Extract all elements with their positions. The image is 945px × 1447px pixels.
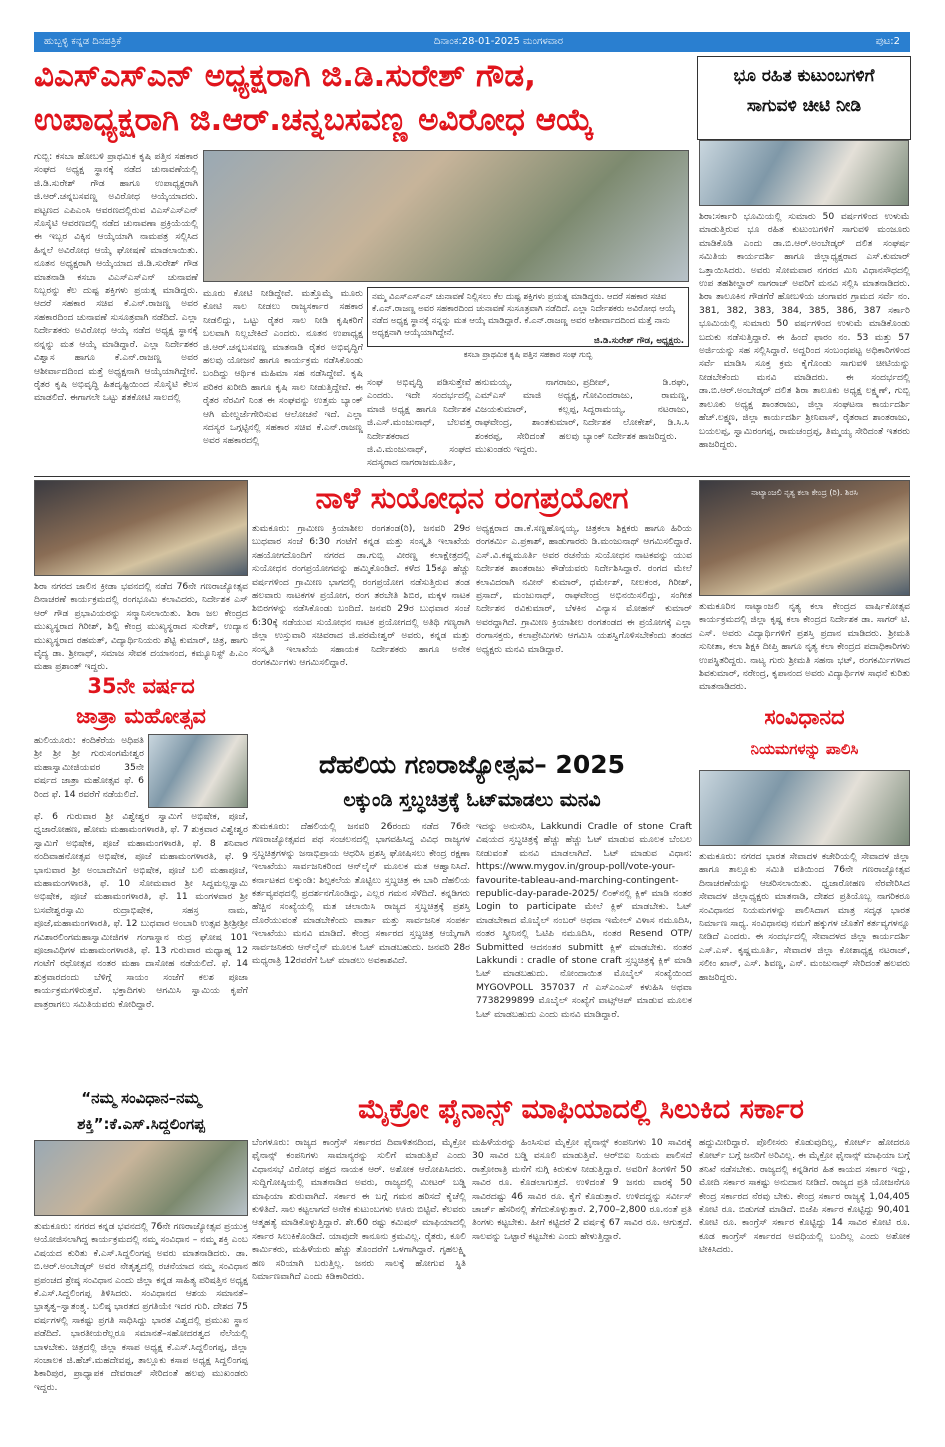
samvidhana-right-photo (699, 770, 910, 846)
delhi-headline-line2: ಲಕ್ಕುಂಡಿ ಸ್ತಬ್ಧಚಿತ್ರಕ್ಕೆ ಓಟ್‌ಮಾಡಲು ಮನವಿ (343, 789, 601, 811)
micro-body-col3: ಹದ್ದುಮೀರಿದ್ದಾರೆ. ಪೊಲೀಸರು ಕೊಡುವುದಿಲ್ಲ, ಕೋರ್ಟ್ ಹೋದರೂ ಕೋರ್ಟ್ ಬಗ್ಗೆ ಜನರಿಗೆ ಅರಿವಿಲ್ಲ. ಈ ಮೈಕ್ರೋ ಫೈನಾನ್ಸ್ ಮಾಫಿಯಾ ಬಗ್ಗೆ ತನಿಖೆ ನಡೆಸಬೇಕು. ರಾಜ್ಯದಲ್ಲಿ ಕನ್ನಡಿಗರ ಹಿತ ಕಾಯದ ಸರ್ಕಾರ ಇದ್ದು, ಮೋದಿ ಸರ್ಕಾರ ಸಾಕಷ್ಟು ಅನುದಾನ ನೀಡಿದೆ. ರಾಜ್ಯದ ಪ್ರತಿ ಯೋಜನೆಗೂ ಕೇಂದ್ರ ಸರ್ಕಾರದ ನೆರವು ಬೇಕು. ಕೇಂದ್ರ ಸರ್ಕಾರ ರಾಜ್ಯಕ್ಕೆ 1,04,405 ಕೋಟಿ ರೂ. ಬಿಡುಗಡೆ ಮಾಡಿದೆ. ಬಿಜೆಪಿ ಸರ್ಕಾರ ಕೊಟ್ಟಿದ್ದು 90,401 ಕೋಟಿ ರೂ. ಕಾಂಗ್ರೆಸ್ ಸರ್ಕಾರ ಕೊಟ್ಟಿದ್ದು 14 ಸಾವಿರ ಕೋಟಿ ರೂ. ಕೂಡ ಕಾಂಗ್ರೆಸ್ ಸರ್ಕಾರದ ಅವಧಿಯಲ್ಲಿ ಬಂದಿಲ್ಲ ಎಂದು ಅಶೋಕ ಟೀಕಿಸಿದರು. (699, 1137, 910, 1256)
lead-quote-box (367, 287, 689, 347)
left-mid-photo (34, 480, 248, 576)
lead-headline-line2: ಉಪಾಧ್ಯಕ್ಷರಾಗಿ ಜಿ.ಆರ್.ಚನ್ನಬಸವಣ್ಣ ಅವಿರೋಧ ಆಯ್ಕೆ (34, 102, 594, 138)
nale-headline: ನಾಳೆ ಸುಯೋಧನ ರಂಗಪ್ರಯೋಗ (315, 481, 629, 516)
samvidhana-right-headline-line1: ಸಂವಿಧಾನದ (764, 705, 845, 729)
issue-date: ದಿನಾಂಕ:28-01-2025 ಮಂಗಳವಾರ (433, 36, 564, 47)
jatra-headline-line1: 35ನೇ ವರ್ಷದ (87, 674, 195, 698)
lead-body-col3: ಸಂಘ ಅಭಿವೃದ್ಧಿ ಪಡಿಸುತ್ತೇವೆ ಎಂದರು. ಇದೇ ಸಂದರ್ಭದಲ್ಲಿ ಮಾಜಿ ಅಧ್ಯಕ್ಷ ಹಾಗೂ ನಿರ್ದೇಶಕ ಜಿ.ಎಸ್.ಮಂಜುನಾಥ್, ಬೆಲವತ್ತ ನಿರ್ದೇಶಕರಾದ ಜಿ.ವಿ.ಮಂಜುನಾಥ್, ಸಂಘದ ಸದಸ್ಯರಾದ ನಾಗರಾಜಮೂರ್ತಿ, (367, 377, 471, 469)
micro-headline: ಮೈಕ್ರೋ ಫೈನಾನ್ಸ್ ಮಾಫಿಯಾದಲ್ಲಿ ಸಿಲುಕಿದ ಸರ್ಕಾರ (358, 1094, 804, 1125)
paper-name: ಹುಬ್ಬಳ್ಳಿ ಕನ್ನಡ ದಿನಪತ್ರಿಕೆ (44, 36, 122, 47)
micro-body-col1: ಬೆಂಗಳೂರು: ರಾಜ್ಯದ ಕಾಂಗ್ರೆಸ್ ಸರ್ಕಾರದ ದಿವಾಳಿತನದಿಂದ, ಮೈಕ್ರೋ ಫೈನಾನ್ಸ್ ಕಂಪನಿಗಳು ಸಾಮಾನ್ಯರನ್ನು ಸುಲಿಗೆ ಮಾಡುತ್ತಿವೆ ಎಂದು ವಿಧಾನಸಭೆ ವಿರೋಧ ಪಕ್ಷದ ನಾಯಕ ಆರ್. ಅಶೋಕ ಆರೋಪಿಸಿದರು. ಸುದ್ದಿಗೋಷ್ಠಿಯಲ್ಲಿ ಮಾತನಾಡಿದ ಅವರು, ರಾಜ್ಯದಲ್ಲಿ ಮೀಟರ್ ಬಡ್ಡಿ ಮಾಫಿಯಾ ಶುರುವಾಗಿದೆ. ಸರ್ಕಾರ ಈ ಬಗ್ಗೆ ಗಮನ ಹರಿಸದೆ ಕೈಚೆಲ್ಲಿ ಕುಳಿತಿದೆ. ಸಾಲ ಕಟ್ಟಲಾಗದೆ ಅನೇಕ ಕುಟುಂಬಗಳು ಊರು ಬಿಟ್ಟಿವೆ. ಕೆಲವರು ಆತ್ಮಹತ್ಯೆ ಮಾಡಿಕೊಳ್ಳುತ್ತಿದ್ದಾರೆ. ಶೇ.60 ರಷ್ಟು ಕಮಿಷನ್ ಮಾಫಿಯಾದಲ್ಲಿ ಸರ್ಕಾರ ಸಿಲುಕಿಕೊಂಡಿದೆ. ಯಾವುದೇ ಕಾನೂನು ಕ್ರಮವಿಲ್ಲ. ರೈತರು, ಕೂಲಿ ಕಾರ್ಮಿಕರು, ಮಹಿಳೆಯರು ಹೆಚ್ಚು ತೊಂದರೆಗೆ ಒಳಗಾಗಿದ್ದಾರೆ. ಗೃಹಲಕ್ಷ್ಮಿ ಹಣ ಸರಿಯಾಗಿ ಬರುತ್ತಿಲ್ಲ. ಜನರು ಸಾಲಕ್ಕೆ ಹೋಗುವ ಸ್ಥಿತಿ ನಿರ್ಮಾಣವಾಗಿದೆ ಎಂದು ಕಿಡಿಕಾರಿದರು. (252, 1137, 466, 1283)
delhi-body-col2: ಇದನ್ನು ಅನುಸರಿಸಿ, Lakkundi Cradle of stone Craft ವಿಷಯದ ಸ್ತಬ್ಧಚಿತ್ರಕ್ಕೆ ಹೆಚ್ಚು ಹೆಚ್ಚು ಓಟ್ ಮಾಡುವ ಮೂಲಕ ಬೆಂಬಲ ನೀಡುವಂತೆ ಮನವಿ ಮಾಡಲಾಗಿದೆ. ಓಟ್ ಮಾಡುವ ವಿಧಾನ: https://www.mygov.in/group-poll/vote-your-favourite-tableau-and-marching-contingent-republic-day-parade-2025/ ಲಿಂಕ್‌ನಲ್ಲಿ ಕ್ಲಿಕ್ ಮಾಡಿ ನಂತರ Login to participate ಮೇಲೆ ಕ್ಲಿಕ್ ಮಾಡಬೇಕು. ಓಟ್ ಮಾಡಬೇಕಾದ ಮೊಬೈಲ್ ನಂಬರ್ ಅಥವಾ ಇಮೇಲ್ ವಿಳಾಸ ನಮೂದಿಸಿ, ನಂತರ ಸ್ಕ್ರೀನಿನಲ್ಲಿ ಓಟಿಪಿ ನಮೂದಿಸಿ, ನಂತರ Resend OTP/ Submitted ಆದನಂತರ submitt ಕ್ಲಿಕ್ ಮಾಡಬೇಕು. ನಂತರ Lakkundi : cradle of stone craft ಸ್ತಬ್ಧಚಿತ್ರಕ್ಕೆ ಕ್ಲಿಕ್ ಮಾಡಿ ಓಟ್ ಮಾಡಬಹುದು. ನೋಂದಾಯಿತ ಮೊಬೈಲ್ ಸಂಖ್ಯೆಯಿಂದ MYGOVPOLL 357037 ಗೆ ಎಸ್‌ಎಂಎಸ್ ಕಳುಹಿಸಿ ಅಥವಾ 7738299899 ಮೊಬೈಲ್ ಸಂಖ್ಯೆಗೆ ವಾಟ್ಸ್‌ಆಪ್ ಮಾಡುವ ಮೂಲಕ ಓಟ್ ಮಾಡಬಹುದು ಎಂದು ಮನವಿ ಮಾಡಿದ್ದಾರೆ. (476, 821, 692, 1020)
jatra-headline-line2: ಜಾತ್ರಾ ಮಹೋತ್ಸವ (76, 704, 206, 728)
right-top-headline-box (697, 56, 911, 140)
lead-quote-org: ಕಸಬಾ ಪ್ರಾಥಮಿಕ ಕೃಷಿ ಪತ್ತಿನ ಸಹಕಾರ ಸಂಘ ಗುಬ್ಬಿ (463, 350, 593, 359)
page-number: ಪುಟ:2 (875, 36, 900, 47)
divider (34, 476, 910, 477)
jatra-swamiji-photo (148, 734, 248, 808)
left-mid-caption: ಶಿರಾ ನಗರದ ಜಾಲಿನ ಕ್ರೀಡಾ ಭವನದಲ್ಲಿ ನಡೆದ 76ನೇ ಗಣರಾಜ್ಯೋತ್ಸವ ದಿನಾಚರಣೆ ಕಾರ್ಯಕ್ರಮದಲ್ಲಿ ರಂಗಭೂಮಿ ಕಲಾವಿದರು, ನಿರ್ದೇಶಕ ಎಸ್ ಆರ್ ಗೌಡ ಪ್ರಭಾವಿಯರನ್ನು ಸನ್ಮಾನಿಸಲಾಯಿತು. ಶಿರಾ ಜಲ ಕೇಂದ್ರದ ಮುಖ್ಯಸ್ಥರಾದ ಗಿರೀಶ್, ಶಿಲ್ಪಿ ಕೇಂದ್ರ ಮುಖ್ಯಸ್ಥರಾದ ಸುರೇಶ್, ಉದ್ಯಾನ ಮುಖ್ಯಸ್ಥರಾದ ರಹಮತ್, ವಿದ್ಯಾರ್ಥಿನಿಯರು ಶೆಟ್ಟಿ ಕುಮಾರ್, ಚಿತ್ರ, ಹಾಗು ವೈದ್ಯ ಡಾ. ಶ್ರೀನಾಥ್, ಸಮಾಜ ಸೇವಕ ದಯಾನಂದ, ಕಮ್ಯೂನಿಸ್ಟ್ ಪಿ.ಎಂ ಮಹಾ ಪ್ರಶಾಂತ್ ಇದ್ದರು. (34, 581, 248, 673)
right-top-photo (699, 140, 909, 206)
lead-headline-line1: ವಿಎಸ್ಎಸ್ಎನ್ ಅಧ್ಯಕ್ಷರಾಗಿ ಜಿ.ಡಿ.ಸುರೇಶ್ ಗೌಡ, (34, 58, 536, 94)
samvidhana-headline-line1: “ನಮ್ಮ ಸಂವಿಧಾನ–ನಮ್ಮ (81, 1089, 201, 1107)
right-top-body: ಶಿರಾ:ಸರ್ಕಾರಿ ಭೂಮಿಯಲ್ಲಿ ಸುಮಾರು 50 ವರ್ಷಗಳಿಂದ ಉಳುಮೆ ಮಾಡುತ್ತಿರುವ ಭೂ ರಹಿತ ಕುಟುಂಬಗಳಿಗೆ ಸಾಗುವಳಿ ಮಂಜೂರು ಮಾಡಿಕೊಡಿ ಎಂದು ಡಾ.ಬಿ.ಆರ್.ಅಂಬೇಡ್ಕರ್ ದಲಿತ ಸಂಘರ್ಷ ಸಮಿತಿಯ ಕಾರ್ಯದರ್ಶಿ ಹಾಗೂ ಜಿಲ್ಲಾಧ್ಯಕ್ಷರಾದ ಎಸ್.ಕುಮಾರ್ ಒತ್ತಾಯಿಸಿದರು. ಅವರು ಸೋಮವಾರ ನಗರದ ಮಿನಿ ವಿಧಾನಸೌಧದಲ್ಲಿ ಉಪ ತಹಶೀಲ್ದಾರ್ ನಾಗರಾಜ್ ಅವರಿಗೆ ಮನವಿ ಸಲ್ಲಿಸಿ ಮಾತನಾಡಿದರು. ಶಿರಾ ತಾಲೂಕಿನ ಗೌಡಗೆರೆ ಹೋಬಳಿಯ ಚಂಗಾವರ ಗ್ರಾಮದ ಸರ್ವೆ ನಂ. 381, 382, 383, 384, 385, 386, 387 ಸರ್ಕಾರಿ ಭೂಮಿಯಲ್ಲಿ ಸುಮಾರು 50 ವರ್ಷಗಳಿಂದ ಉಳುಮೆ ಮಾಡಿಕೊಂಡು ಬದುಕು ನಡೆಸುತ್ತಿದ್ದಾರೆ. ಈ ಹಿಂದೆ ಫಾರಂ ನಂ. 53 ಮತ್ತು 57 ಅರ್ಜಿಯನ್ನು ಸಹ ಸಲ್ಲಿಸಿದ್ದಾರೆ. ಅದ್ದರಿಂದ ಸಂಬಂಧಪಟ್ಟ ಅಧಿಕಾರಿಗಳಿಂದ ಸರ್ವೆ ಮಾಡಿಸಿ ಸೂಕ್ತ ಕ್ರಮ ಕೈಗೊಂಡು ಸಾಗುವಳಿ ಚೀಟಿಯನ್ನು ನೀಡಬೇಕೆಂದು ಮನವಿ ಮಾಡಿದರು. ಈ ಸಂದರ್ಭದಲ್ಲಿ ಡಾ.ಬಿ.ಆರ್.ಅಂಬೇಡ್ಕರ್ ದಲಿತ ಶಿರಾ ತಾಲೂಕು ಅಧ್ಯಕ್ಷ ಲಕ್ಷ್ಮಣ್, ಗುಬ್ಬಿ ತಾಲೂಕು ಅಧ್ಯಕ್ಷ ಶಾಂತರಾಜು, ಜಿಲ್ಲಾ ಸಂಘಟನಾ ಕಾರ್ಯದರ್ಶಿ ಹೆಚ್.ಲಕ್ಷ್ಮಣ, ಜಿಲ್ಲಾ ಕಾರ್ಯದರ್ಶಿ ಶ್ರೀನಿವಾಸ್, ರೈತರಾದ ಶಾಂತರಾಜು, ಬಯಲಪ್ಪ, ಸ್ವಾಮಿರಂಗಪ್ಪ, ರಾಮಚಂದ್ರಪ್ಪ, ತಿಮ್ಮಯ್ಯ ಸೇರಿದಂತೆ ಇತರರು ಹಾಜರಿದ್ದರು. (699, 211, 910, 450)
lead-quote-sign: ಜಿ.ಡಿ.ಸುರೇಶ್ ಗೌಡ, ಅಧ್ಯಕ್ಷರು. (593, 336, 684, 346)
jatra-body: ಫೆ. 6 ಗುರುವಾರ ಶ್ರೀ ವಿಶ್ವೇಶ್ವರ ಸ್ವಾಮಿಗೆ ಅಭಿಷೇಕ, ಪೂಜೆ, ಧ್ವಜಾರೋಹಣ, ಹೋಮ ಮಹಾಮಂಗಳಾರತಿ, ಫೆ. 7 ಶುಕ್ರವಾರ ವಿಶ್ವೇಶ್ವರ ಸ್ವಾಮಿಗೆ ಅಭಿಷೇಕ, ಪೂಜೆ ಮಹಾಮಂಗಳಾರತಿ, ಫೆ. 8 ಶನಿವಾರ ನಂದಿವಾಹನೋತ್ಸವ ಅಭಿಷೇಕ, ಪೂಜೆ ಮಹಾಮಂಗಳಾರತಿ, ಫೆ. 9 ಭಾನುವಾರ ಶ್ರೀ ಅಂಬಾದೇವಿಗೆ ಅಭಿಷೇಕ, ಪೂಜೆ ಬಲಿ ಮಹಾಪೂಜೆ, ಮಹಾಮಂಗಳಾರತಿ, ಫೆ. 10 ಸೋಮವಾರ ಶ್ರೀ ಸಿದ್ದಮಲ್ಲಸ್ವಾಮಿ ಅಭಿಷೇಕ, ಪೂಜೆ ಮಹಾಮಂಗಳಾರತಿ, ಫೆ. 11 ಮಂಗಳವಾರ ಶ್ರೀ ಬಸವೇಶ್ವರಸ್ವಾಮಿ ರುದ್ರಾಭಿಷೇಕ, ಸಹಸ್ರ ನಾಮ, ಪೂಜೆ,ಮಹಾಮಂಗಳಾರತಿ, ಫೆ. 12 ಬುಧವಾರ ಅಂಬಾರಿ ಉತ್ಸವ ಶ್ರೀಶ್ರೀಶ್ರೀ ಗವಿಶಾರಲಿಂಗಮಹಾಸ್ವಾಮೀಜಿಗಳ ಗಂಗಾಸ್ನಾನ ರುದ್ರ ಘೋಷ 101 ಪೂಜಾವಿಧಿಗಳ ಮಹಾಮಂಗಳಾರತಿ, ಫೆ. 13 ಗುರುವಾರ ಮಧ್ಯಾಹ್ನ 12 ಗಂಟೆಗೆ ರಥೋತ್ಸವ ನಂತರ ಮಹಾ ದಾಸೋಹ ನಡೆಯಲಿದೆ. ಫೆ. 14 ಶುಕ್ರವಾರದಂದು ಬೆಳಿಗ್ಗೆ ಸಾಯಂ ಸಂಜೆಗೆ ಕಲಶ ಪೂಜಾ ಕಾರ್ಯಕ್ರಮಗಳಿರುತ್ತವೆ. ಭಕ್ತಾದಿಗಳು ಆಗಮಿಸಿ ಸ್ವಾಮಿಯ ಕೃಪೆಗೆ ಪಾತ್ರರಾಗಲು ಸಮಿತಿಯವರು ಕೋರಿದ್ದಾರೆ. (34, 811, 248, 1010)
lead-body-col5: ಪ್ರದೀಪ್, ಡಿ.ರಘು, ಗೋವಿಂದರಾಜು, ರಾಮಣ್ಣ, ಸಿದ್ದರಾಮಯ್ಯ, ನಟರಾಜು, ನಿರ್ದೇಶಕ ಲೋಕೇಶ್, ಡಿ.ಸಿ.ಸಿ ಬ್ಯಾಂಕ್ ನಿರ್ದೇಶಕ ಹಾಜರಿದ್ದರು. (583, 377, 689, 442)
right-top-headline-line1: ಭೂ ರಹಿತ ಕುಟುಂಬಗಳಿಗೆ (733, 66, 875, 86)
micro-body-col2: ಮಹಿಳೆಯರನ್ನು ಹಿಂಸಿಸುವ ಮೈಕ್ರೋ ಫೈನಾನ್ಸ್ ಕಂಪನಿಗಳು 10 ಸಾವಿರಕ್ಕೆ 30 ಸಾವಿರ ಬಡ್ಡಿ ವಸೂಲಿ ಮಾಡುತ್ತಿವೆ. ಆರ್‌ಬಿಐ ನಿಯಮ ಪಾಲಿಸದೆ ರಾತ್ರೋರಾತ್ರಿ ಮನೆಗೆ ನುಗ್ಗಿ ಕಿರುಕುಳ ನೀಡುತ್ತಿದ್ದಾರೆ. ಅವರಿಗೆ ತಿಂಗಳಿಗೆ 50 ಸಾವಿರ ರೂ. ಕೊಡಲಾಗುತ್ತದೆ. ಉಳಿದಂತೆ 9 ಜನರು ವಾರಕ್ಕೆ 50 ಸಾವಿರದಷ್ಟು 46 ಸಾವಿರ ರೂ. ಕೈಗೆ ಕೊಡುತ್ತಾರೆ. ಉಳಿದದ್ದನ್ನು ಸರ್ವೀಸ್ ಚಾರ್ಜ್ ಹೆಸರಿನಲ್ಲಿ ತೆಗೆದುಕೊಳ್ಳುತ್ತಾರೆ. 2,700–2,800 ರೂ.ನಂತೆ ಪ್ರತಿ ತಿಂಗಳು ಕಟ್ಟಬೇಕು. ಹೀಗೆ ಕಟ್ಟಿದರೆ 2 ವರ್ಷಕ್ಕೆ 67 ಸಾವಿರ ರೂ. ಆಗುತ್ತದೆ. ಸಾಲವನ್ನು ಒಟ್ಟಾರೆ ಕಟ್ಟಬೇಕು ಎಂದು ಹೇಳುತ್ತಿದ್ದಾರೆ. (472, 1137, 692, 1242)
lead-quote-text: ನಮ್ಮ ವಿಎಸ್ಎಸ್ಎನ್ ಚುನಾವಣೆ ನಿಲ್ಲಿಸಲು ಕೆಲ ದುಷ್ಟ ಶಕ್ತಿಗಳು ಪ್ರಯತ್ನ ಮಾಡಿದ್ದರು. ಆದರೆ ಸಹಕಾರ ಸಚಿವ ಕೆ.ಎನ್.ರಾಜಣ್ಣ ಅವರ ಸಹಕಾರದಿಂದ ಚುನಾವಣೆ ಸುಸೂತ್ರವಾಗಿ ನಡೆದಿದೆ. ಎಲ್ಲಾ ನಿರ್ದೇಶಕರು ಅವಿರೋಧ ಆಯ್ಕೆ ನಡೆದ ಅಧ್ಯಕ್ಷ ಸ್ಥಾನಕ್ಕೆ ನನ್ನನ್ನು ಮತ ಆಯ್ಕೆ ಮಾಡಿದ್ದಾರೆ. ಕೆ.ಎನ್.ರಾಜಣ್ಣ ಅವರ ಆಶೀರ್ವಾದದಿಂದ ಮತ್ತೆ ನಾನು ಅಧ್ಯಕ್ಷನಾಗಿ ಆಯ್ಕೆಯಾಗಿದ್ದೇನೆ. (372, 292, 676, 338)
nale-body-col1: ತುಮಕೂರು: ಗ್ರಾಮೀಣ ಕ್ರಿಯಾಶೀಲ ರಂಗತಂಡ(ರಿ), ಜನವರಿ 29ರ ಬುಧವಾರ ಸಂಜೆ 6:30 ಗಂಟೆಗೆ ಕನ್ನಡ ಮತ್ತು ಸಂಸ್ಕೃತಿ ಇಲಾಖೆಯ ಸಹಯೋಗದೊಂದಿಗೆ ನಗರದ ಡಾ.ಗುಬ್ಬಿ ವೀರಣ್ಣ ಕಲಾಕ್ಷೇತ್ರದಲ್ಲಿ ಸುಯೋಧನ ರಂಗಪ್ರಯೋಗವನ್ನು ಹಮ್ಮಿಕೊಂಡಿದೆ. ಕಳೆದ 15ಕ್ಕೂ ಹೆಚ್ಚು ವರ್ಷಗಳಿಂದ ಗ್ರಾಮೀಣ ಭಾಗದಲ್ಲಿ ರಂಗಪ್ರಯೋಗ ನಡೆಸುತ್ತಿರುವ ತಂಡ ಹಲವಾರು ನಾಟಕಗಳ ಪ್ರಯೋಗ, ರಂಗ ತರಬೇತಿ ಶಿಬಿರ, ಮಕ್ಕಳ ನಾಟಕ ಶಿಬಿರಗಳನ್ನು ನಡೆಸಿಕೊಂಡು ಬಂದಿದೆ. ಜನವರಿ 29ರ ಬುಧವಾರ ಸಂಜೆ 6:30ಕ್ಕೆ ನಡೆಯುವ ಸುಯೋಧನ ನಾಟಕ ಪ್ರಯೋಗದಲ್ಲಿ ಅತಿಥಿ ಗಣ್ಯರಾಗಿ ಜಿಲ್ಲಾ ಉಸ್ತುವಾರಿ ಸಚಿವರಾದ ಜಿ.ಪರಮೇಶ್ವರ್ ಅವರು, ಕನ್ನಡ ಮತ್ತು ಸಂಸ್ಕೃತಿ ಇಲಾಖೆಯ ಸಹಾಯಕ ನಿರ್ದೇಶಕರು ಹಾಗೂ ಅನೇಕ ರಂಗಕರ್ಮಿಗಳು ಆಗಮಿಸಲಿದ್ದಾರೆ. (252, 523, 470, 669)
samvidhana-headline-line2: ಶಕ್ತಿ”:ಕೆ.ಎಸ್.ಸಿದ್ದಲಿಂಗಪ್ಪ (77, 1115, 205, 1133)
delhi-body-col1: ತುಮಕೂರು: ದೆಹಲಿಯಲ್ಲಿ ಜನವರಿ 26ರಂದು ನಡೆದ 76ನೇ ಗಣರಾಜ್ಯೋತ್ಸವದ ಪಥ ಸಂಚಲನದಲ್ಲಿ ಭಾಗವಹಿಸಿದ್ದ ವಿವಿಧ ರಾಜ್ಯಗಳ ಸ್ತಬ್ಧಚಿತ್ರಗಳನ್ನು ಜನಾಭಿಪ್ರಾಯ ಆಧರಿಸಿ ಪ್ರಶಸ್ತಿ ಘೋಷಿಸಲು ಕೇಂದ್ರ ರಕ್ಷಣಾ ಇಲಾಖೆಯು ಸಾರ್ವಜನಿಕರಿಂದ ಆನ್‌ಲೈನ್ ಮೂಲಕ ಮತ ಆಹ್ವಾನಿಸಿದೆ. ಕರ್ನಾಟಕದ ಲಕ್ಕುಂಡಿ: ಶಿಲ್ಪಕಲೆಯ ತೊಟ್ಟಿಲು ಸ್ತಬ್ಧಚಿತ್ರ ಈ ಬಾರಿ ದೆಹಲಿಯ ಕರ್ತವ್ಯಪಥದಲ್ಲಿ ಪ್ರದರ್ಶನಗೊಂಡಿದ್ದು, ಎಲ್ಲರ ಗಮನ ಸೆಳೆದಿದೆ. ಕನ್ನಡಿಗರು ಹೆಚ್ಚಿನ ಸಂಖ್ಯೆಯಲ್ಲಿ ಮತ ಚಲಾಯಿಸಿ ರಾಜ್ಯದ ಸ್ತಬ್ಧಚಿತ್ರಕ್ಕೆ ಪ್ರಶಸ್ತಿ ದೊರೆಯುವಂತೆ ಮಾಡಬೇಕೆಂದು ವಾರ್ತಾ ಮತ್ತು ಸಾರ್ವಜನಿಕ ಸಂಪರ್ಕ ಇಲಾಖೆಯು ಮನವಿ ಮಾಡಿದೆ. ಕೇಂದ್ರ ಸರ್ಕಾರದ ಸ್ತಬ್ಧಚಿತ್ರ ಆಯ್ಕೆಗಾಗಿ ಸಾರ್ವಜನಿಕರು ಆನ್‌ಲೈನ್ ಮೂಲಕ ಓಟ್ ಮಾಡಬಹುದು. ಜನವರಿ 28ರ ಮಧ್ಯರಾತ್ರಿ 12ರವರೆಗೆ ಓಟ್ ಮಾಡಲು ಅವಕಾಶವಿದೆ. (252, 821, 470, 967)
samvidhana-right-headline-line2: ನಿಯಮಗಳನ್ನು ಪಾಲಿಸಿ (750, 740, 859, 758)
right-mid-caption: ತುಮಕೂರಿನ ನಾಟ್ಯಾಂಜಲಿ ನೃತ್ಯ ಕಲಾ ಕೇಂದ್ರದ ವಾರ್ಷಿಕೋತ್ಸವ ಕಾರ್ಯಕ್ರಮದಲ್ಲಿ ಜಿಲ್ಲಾ ಕೃಷ್ಣ ಕಲಾ ಕೇಂದ್ರದ ನಿರ್ದೇಶಕ ಡಾ. ಸಾಗರ್ ಟಿ. ಎಸ್. ಅವರು ವಿದ್ಯಾರ್ಥಿಗಳಿಗೆ ಪ್ರಶಸ್ತಿ ಪ್ರದಾನ ಮಾಡಿದರು. ಶ್ರೀಮತಿ ಸುನೀತಾ, ಕಲಾ ಶಿಕ್ಷಕಿ ದೀಪ್ತಿ ಹಾಗೂ ನೃತ್ಯ ಕಲಾ ಕೇಂದ್ರದ ಪದಾಧಿಕಾರಿಗಳು ಉಪಸ್ಥಿತರಿದ್ದರು. ನಾಟ್ಯ ಗುರು ಶ್ರೀಮತಿ ಸಹನಾ ಭಟ್, ರಂಗಕರ್ಮಿಗಳಾದ ಶಿವಕುಮಾರ್, ನರೇಂದ್ರ, ಕೃಪಾನಂದ ಅವರು ವಿದ್ಯಾರ್ಥಿಗಳ ಸಾಧನೆ ಕುರಿತು ಮಾತನಾಡಿದರು. (699, 601, 910, 693)
lead-body-col4: ಹನುಮಯ್ಯ, ನಾಗರಾಜು, ಎಮ್‌ಎಸ್ ಮಾಜಿ ಅಧ್ಯಕ್ಷ, ವಿಜಯಕುಮಾರ್, ಕಲ್ಲಪ್ಪ, ರಾಘವೇಂದ್ರ, ಶಾಂತಕುಮಾರ್, ಶಂಕರಪ್ಪ, ಸೇರಿದಂತೆ ಹಲವು ಮುಖಂಡರು ಇದ್ದರು. (475, 377, 579, 456)
masthead-bar (34, 32, 910, 52)
right-top-headline-line2: ಸಾಗುವಳಿ ಚೀಟಿ ನೀಡಿ (746, 96, 862, 116)
right-mid-photo-banner: ನಾಟ್ಯಾಂಜಲಿ ನೃತ್ಯ ಕಲಾ ಕೇಂದ್ರ (ರಿ). ಶಿರಸಿ (751, 488, 858, 497)
nale-body-col2: ಅಧ್ಯಕ್ಷರಾದ ಡಾ.ಕೆ.ಸಣ್ಣಹೊನ್ನಯ್ಯ, ಚಿತ್ರಕಲಾ ಶಿಕ್ಷಕರು ಹಾಗೂ ಹಿರಿಯ ರಂಗಕರ್ಮಿ ಎ.ಪ್ರಕಾಶ್, ಹಾಡುಗಾರರು ಡಿ.ಮಂಜುನಾಥ್ ಆಗಮಿಸಲಿದ್ದಾರೆ. ಎಸ್.ವಿ.ಕಷ್ಣಮೂರ್ತಿ ಅವರ ರಚನೆಯ ಸುಯೋಧನ ನಾಟಕವನ್ನು ಯುವ ನಿರ್ದೇಶಕ ಶಾಂತರಾಜು ಕೌಡೆಯವರು ನಿರ್ದೇಶಿಸಿದ್ದಾರೆ. ರಂಗದ ಮೇಲೆ ಕಲಾವಿದರಾಗಿ ನವೀನ್ ಕುಮಾರ್, ಧರ್ಮೇಶ್, ನೀಲಕಂಠ, ಗಿರೀಶ್, ಪ್ರಸಾದ್, ಮಂಜುನಾಥ್, ರಾಘವೇಂದ್ರ ಅಭಿನಯಿಸಲಿದ್ದು, ಸಂಗೀತ ನಿರ್ದೇಶನ ರವಿಕುಮಾರ್, ಬೆಳಕಿನ ವಿನ್ಯಾಸ ಮೋಹನ್ ಕುಮಾರ್ ಅವರದ್ದಾಗಿದೆ. ಗ್ರಾಮೀಣ ಕ್ರಿಯಾಶೀಲ ರಂಗತಂಡದ ಈ ಪ್ರಯೋಗಕ್ಕೆ ಎಲ್ಲಾ ರಂಗಾಸಕ್ತರು, ಕಲಾಪ್ರೇಮಿಗಳು ಆಗಮಿಸಿ ಯಶಸ್ವಿಗೊಳಿಸಬೇಕೆಂದು ತಂಡದ ಅಧ್ಯಕ್ಷರು ಮನವಿ ಮಾಡಿದ್ದಾರೆ. (476, 523, 692, 655)
samvidhana-body: ತುಮಕೂರು: ನಗರದ ಕನ್ನಡ ಭವನದಲ್ಲಿ 76ನೇ ಗಣರಾಜ್ಯೋತ್ಸವ ಪ್ರಯುಕ್ತ ಆಯೋಜಿಸಲಾಗಿದ್ದ ಕಾರ್ಯಕ್ರಮದಲ್ಲಿ ನಮ್ಮ ಸಂವಿಧಾನ – ನಮ್ಮ ಶಕ್ತಿ ಎಂಬ ವಿಷಯದ ಕುರಿತು ಕೆ.ಎಸ್.ಸಿದ್ದಲಿಂಗಪ್ಪ ಅವರು ಮಾತನಾಡಿದರು. ಡಾ. ಬಿ.ಆರ್.ಅಂಬೇಡ್ಕರ್ ಅವರ ನೇತೃತ್ವದಲ್ಲಿ ರಚನೆಯಾದ ನಮ್ಮ ಸಂವಿಧಾನ ಪ್ರಪಂಚದ ಶ್ರೇಷ್ಠ ಸಂವಿಧಾನ ಎಂದು ಜಿಲ್ಲಾ ಕನ್ನಡ ಸಾಹಿತ್ಯ ಪರಿಷತ್ತಿನ ಅಧ್ಯಕ್ಷ ಕೆ.ಎಸ್.ಸಿದ್ದಲಿಂಗಪ್ಪ ತಿಳಿಸಿದರು. ಸಂವಿಧಾನದ ಆಶಯ ಸಮಾನತೆ–ಭ್ರಾತೃತ್ವ–ಸ್ವಾತಂತ್ರ್ಯ. ಬಲಿಷ್ಠ ಭಾರತದ ಪ್ರಗತಿಯೇ ಇದರ ಗುರಿ. ದೇಶದ 75 ವರ್ಷಗಳಲ್ಲಿ ಸಾಕಷ್ಟು ಪ್ರಗತಿ ಸಾಧಿಸಿದ್ದು ಭಾರತ ವಿಶ್ವದಲ್ಲಿ ಪ್ರಮುಖ ಸ್ಥಾನ ಪಡೆದಿದೆ. ಭಾರತೀಯರೆಲ್ಲರೂ ಸಮಾನತೆ–ಸಹೋದರತ್ವದ ನೆಲೆಯಲ್ಲಿ ಬಾಳಬೇಕು. ಚಿತ್ರದಲ್ಲಿ ಜಿಲ್ಲಾ ಕಸಾಪ ಅಧ್ಯಕ್ಷ ಕೆ.ಎಸ್.ಸಿದ್ದಲಿಂಗಪ್ಪ, ಜಿಲ್ಲಾ ಸಂಚಾಲಕ ಜಿ.ಹೆಚ್.ಮಹದೇವಪ್ಪ, ತಾಲ್ಲೂಕು ಕಸಾಪ ಅಧ್ಯಕ್ಷ ಸಿದ್ದಲಿಂಗಪ್ಪ ಶಿಕಾರಿಪುರ, ಪ್ರಾಧ್ಯಾಪಕ ದೇವರಾಜ್ ಸೇರಿದಂತೆ ಹಲವು ಮುಖಂಡರು ಇದ್ದರು. (34, 1221, 248, 1393)
lead-body-col2: ಮೂರು ಕೋಟಿ ನೀಡಿದ್ದೇವೆ. ಮತ್ತೊಮ್ಮೆ ಮೂರು ಕೋಟಿ ಸಾಲ ನೀಡಲು ರಾಜ್ಯಸರ್ಕಾರ ಸಹಕಾರ ನೀಡಲಿದ್ದು, ಒಟ್ಟು ರೈತರ ಸಾಲ ನೀಡಿ ಕೃಷಿಕರಿಗೆ ಬಲವಾಗಿ ನಿಲ್ಲಬೇಕಿದೆ ಎಂದರು. ನೂತನ ಉಪಾಧ್ಯಕ್ಷ ಜಿ.ಆರ್.ಚನ್ನಬಸವಣ್ಣ ಮಾತನಾಡಿ ರೈತರ ಅಭಿವೃದ್ಧಿಗೆ ಹಲವು ಯೋಜನೆ ಹಾಗೂ ಕಾರ್ಯಕ್ರಮ ನಡೆಸಿಕೊಂಡು ಬಂದಿದ್ದು ಆರ್ಥಿಕ ಮಹಿಮಾ ಸಹ ನಡೆಸಿದ್ದೇವೆ. ಕೃಷಿ ಪರಿಕರ ಖರೀದಿ ಹಾಗೂ ಕೃಷಿ ಸಾಲ ನೀಡುತ್ತಿದ್ದೇವೆ. ಈ ರೈತರ ನೆರವಿಗೆ ನಿಂತ ಈ ಸಂಘವನ್ನು ಉತ್ತಮ ಬ್ಯಾಂಕ್ ಆಗಿ ಮೇಲ್ದರ್ಜೆಗೇರಿಸುವ ಆಲೋಚನೆ ಇದೆ. ಎಲ್ಲಾ ಸದಸ್ಯರ ಒಗ್ಗಟ್ಟಿನಲ್ಲಿ ಸಹಕಾರ ಸಚಿವ ಕೆ.ಎನ್.ರಾಜಣ್ಣ ಅವರ ಸಹಕಾರದಲ್ಲಿ (203, 288, 363, 447)
samvidhana-photo (34, 1140, 248, 1216)
samvidhana-right-body: ತುಮಕೂರು: ನಗರದ ಭಾರತ ಸೇವಾದಳ ಕಚೇರಿಯಲ್ಲಿ ಸೇವಾದಳ ಜಿಲ್ಲಾ ಹಾಗೂ ತಾಲ್ಲೂಕು ಸಮಿತಿ ವತಿಯಿಂದ 76ನೇ ಗಣರಾಜ್ಯೋತ್ಸವ ದಿನಾಚರಣೆಯನ್ನು ಆಚರಿಸಲಾಯಿತು. ಧ್ವಜಾರೋಹಣ ನೆರವೇರಿಸಿದ ಸೇವಾದಳ ಜಿಲ್ಲಾಧ್ಯಕ್ಷರು ಮಾತನಾಡಿ, ದೇಶದ ಪ್ರತಿಯೊಬ್ಬ ನಾಗರಿಕರೂ ಸಂವಿಧಾನದ ನಿಯಮಗಳನ್ನು ಪಾಲಿಸಿದಾಗ ಮಾತ್ರ ಸದೃಢ ಭಾರತ ನಿರ್ಮಾಣ ಸಾಧ್ಯ. ಸಂವಿಧಾನವು ನಮಗೆ ಹಕ್ಕುಗಳ ಜೊತೆಗೆ ಕರ್ತವ್ಯಗಳನ್ನೂ ನೀಡಿದೆ ಎಂದರು. ಈ ಸಂದರ್ಭದಲ್ಲಿ ಸೇವಾದಳದ ಜಿಲ್ಲಾ ಕಾರ್ಯದರ್ಶಿ ಎಸ್.ಎಸ್. ಕೃಷ್ಣಮೂರ್ತಿ, ಸೇವಾದಳ ಜಿಲ್ಲಾ ಕೋಶಾಧ್ಯಕ್ಷ ನಟರಾಜ್, ಸಲೀಂ ಖಾನ್, ಎಸ್. ಶಿವಣ್ಣ, ಎನ್. ಮಂಜುನಾಥ್ ಸೇರಿದಂತೆ ಹಲವರು ಹಾಜರಿದ್ದರು. (699, 851, 910, 983)
delhi-headline-line1: ದೆಹಲಿಯ ಗಣರಾಜ್ಯೋತ್ಸವ– 2025 (318, 750, 626, 779)
right-mid-photo (699, 480, 910, 596)
jatra-intro: ಹುಲಿಯೂರು: ಕಂದಿಕೆರೆಯ ಅಧಿಪತಿ ಶ್ರೀ ಶ್ರೀ ಶ್ರೀ ಗುರುಸಂಗಮೇಶ್ವರ ಮಹಾಸ್ವಾಮೀಜಿಯವರ 35ನೇ ವರ್ಷದ ಜಾತ್ರಾ ಮಹೋತ್ಸವ ಫೆ. 6 ರಿಂದ ಫೆ. 14 ರವರೆಗೆ ನಡೆಯಲಿದೆ. (34, 735, 144, 800)
lead-photo (203, 150, 689, 282)
lead-body-col1: ಗುಬ್ಬಿ: ಕಸಬಾ ಹೋಬಳಿ ಪ್ರಾಥಮಿಕ ಕೃಷಿ ಪತ್ತಿನ ಸಹಕಾರ ಸಂಘದ ಅಧ್ಯಕ್ಷ ಸ್ಥಾನಕ್ಕೆ ನಡೆದ ಚುನಾವಣೆಯಲ್ಲಿ ಜಿ.ಡಿ.ಸುರೇಶ್ ಗೌಡ ಹಾಗೂ ಉಪಾಧ್ಯಕ್ಷರಾಗಿ ಜಿ.ಆರ್.ಚನ್ನಬಸವಣ್ಣ ಅವಿರೋಧ ಆಯ್ಕೆಯಾದರು. ಪಟ್ಟಣದ ಎಪಿಎಂಸಿ ಆವರಣದಲ್ಲಿರುವ ವಿಎಸ್ಎಸ್ಎನ್ ಸೊಸೈಟಿ ಆವರಣದಲ್ಲಿ ನಡೆದ ಚುನಾವಣಾ ಪ್ರಕ್ರಿಯೆಯಲ್ಲಿ ಈ ಇಬ್ಬರ ವಿಕ್ಕಿನ ಆಯ್ಕೆಯಾಗಿ ನಾಮಪತ್ರ ಸಲ್ಲಿಸಿದ ಹಿನ್ನಲೆ ಅವಿರೋಧ ಆಯ್ಕೆ ಘೋಷಣೆ ಮಾಡಲಾಯಿತು. ನೂತನ ಅಧ್ಯಕ್ಷರಾಗಿ ಆಯ್ಕೆಯಾದ ಜಿ.ಡಿ.ಸುರೇಶ್ ಗೌಡ ಮಾತನಾಡಿ ಕಸಬಾ ವಿಎಸ್ಎಸ್ಎನ್ ಚುನಾವಣೆ ನಿಬ್ಬರನ್ನು ಕೆಲ ದುಷ್ಟ ಶಕ್ತಿಗಳು ಪ್ರಯತ್ನ ಮಾಡಿದ್ದರು. ಆದರೆ ಸಹಕಾರ ಸಚಿವ ಕೆ.ಎನ್.ರಾಜಣ್ಣ ಅವರ ಸಹಕಾರದಿಂದ ಚುನಾವಣೆ ಸುಸೂತ್ರವಾಗಿ ನಡೆದಿದೆ. ಎಲ್ಲಾ ನಿರ್ದೇಶಕರು ಅವಿರೋಧ ಆಯ್ಕೆ ನಡೆದ ಅಧ್ಯಕ್ಷ ಸ್ಥಾನಕ್ಕೆ ನನ್ನನ್ನು ಮತ ಆಯ್ಕೆ ಮಾಡಿದ್ದಾರೆ. ಎಲ್ಲಾ ನಿರ್ದೇಶಕರ ವಿಶ್ವಾಸ ಹಾಗೂ ಕೆ.ಎನ್.ರಾಜಣ್ಣ ಅವರ ಆಶೀರ್ವಾದದಿಂದ ಮತ್ತೆ ಅಧ್ಯಕ್ಷನಾಗಿ ಆಯ್ಕೆಯಾಗಿದ್ದೇನೆ. ರೈತರ ಕೃಷಿ ಅಭಿವೃದ್ಧಿ ಹಿತದೃಷ್ಟಿಯಿಂದ ಸೊಸೈಟಿ ಕೆಲಸ ಮಾಡಲಿದೆ. ಈಗಾಗಲೇ ಒಟ್ಟು ಶತಕೋಟಿ ಸಾಲದಲ್ಲಿ (34, 151, 198, 404)
